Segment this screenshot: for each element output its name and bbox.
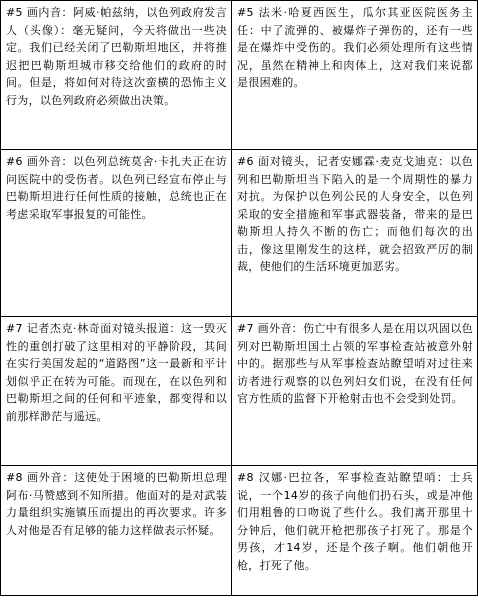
table-row (1, 1, 478, 150)
table-row (1, 466, 478, 596)
cell-scene-5-right: #5 法米·哈夏西医生，瓜尔其亚医院医务主任：中了流弹的、被爆炸子弹伤的，还有一些是在爆炸中受伤的。我们必须处理所有这些情况，虽然在精神上和肉体上，这对我们来说都是很困难的。 (232, 1, 478, 150)
table-row (1, 150, 478, 317)
cell-scene-7-left: #7 记者杰克·林奇面对镜头报道：这一毁灭性的重创打破了这里相对的平静阶段，其间在实行美国发起的“道路图”这一最新和平计划似乎正在转为可能。而现在，在以色列和巴勒斯坦之间的任何和平迹象，都变得和以前那样渺茫与遥远。 (1, 317, 232, 466)
table-row (1, 317, 478, 466)
cell-scene-8-right: #8 汉娜·巴拉各，军事检查站瞭望哨：士兵说，一个14岁的孩子向他们扔石头，或是冲他们用粗鲁的口吻说了些什么。我们离开那里十分钟后，他们就开枪把那孩子打死了。那是个男孩，才14岁，还是个孩子啊。他们朝他开枪，打死了他。 (232, 466, 478, 596)
cell-scene-6-left: #6 画外音：以色列总统莫舍·卡扎夫正在访问医院中的受伤者。以色列已经宣布停止与巴勒斯坦进行任何性质的接触，总统也正在考虑采取军事报复的可能性。 (1, 150, 232, 317)
cell-scene-7-right: #7 画外音：伤亡中有很多人是在用以巩固以色列对巴勒斯坦国土占领的军事检查站被意外射中的。据那些与从军事检查站瞭望哨对过往来访者进行观察的以色列妇女们说，在没有任何官方性质的监督下开枪射击也不会受到处罚。 (232, 317, 478, 466)
cell-scene-5-left: #5 画内音：阿威·帕兹纳，以色列政府发言人（头像）：毫无疑问，今天将做出一些决定。我们已经关闭了巴勒斯坦地区，并将推迟把巴勒斯坦城市移交给他们的政府的时间。但是，将如何对待这次蛮横的恐怖主义行为，以色列政府必须做出决策。 (1, 1, 232, 150)
cell-scene-6-right: #6 面对镜头，记者安娜霖·麦克戈迪克：以色列和巴勒斯坦当下陷入的是一个周期性的暴力对抗。为保护以色列公民的人身安全，以色列采取的安全措施和军事武器装备，带来的是巴勒斯坦人持久不断的伤亡；而他们每次的出击，像这里刚发生的这样，就会招致严厉的制裁，使他们的生活环境更加恶劣。 (232, 150, 478, 317)
cell-scene-8-left: #8 画外音：这使处于困境的巴勒斯坦总理阿布·马赞感到不知所措。他面对的是对武装力量组织实施镇压而提出的再次要求。许多人对他是否有足够的能力这样做表示怀疑。 (1, 466, 232, 596)
